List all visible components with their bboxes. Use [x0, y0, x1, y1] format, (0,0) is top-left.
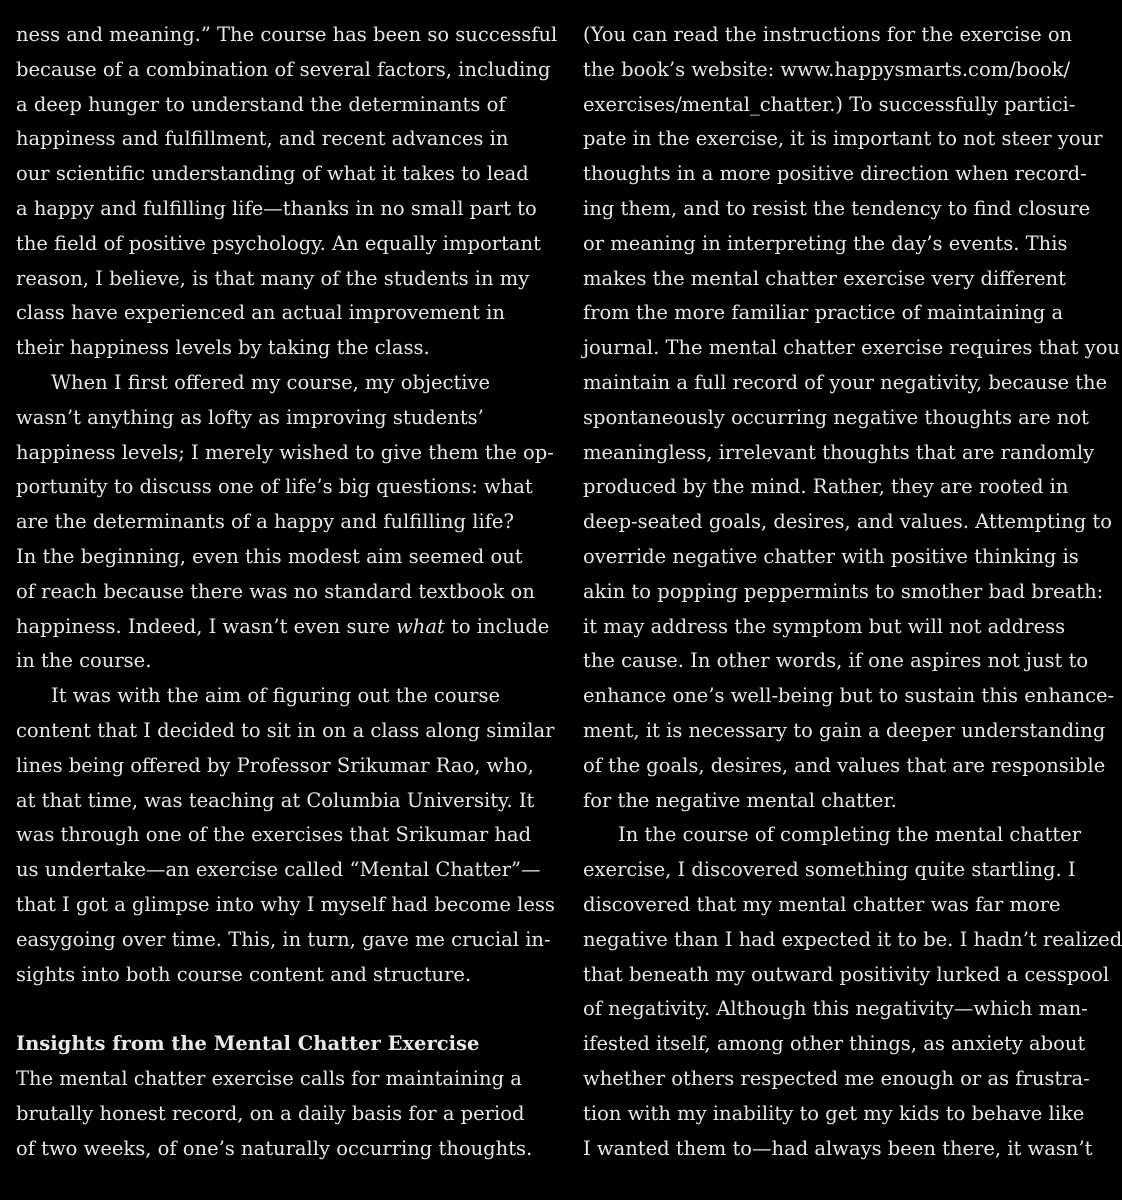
text-line: It was with the aim of figuring out the course: [51, 684, 501, 708]
text-line: portunity to discuss one of life’s big questions: what: [16, 475, 533, 499]
text-line: us undertake—an exercise called “Mental Chatter”—: [16, 858, 541, 882]
text-line: journal. The mental chatter exercise requires that you: [583, 336, 1120, 360]
text-line: the cause. In other words, if one aspires not just to: [583, 649, 1089, 673]
text-line: makes the mental chatter exercise very different: [583, 266, 1066, 290]
text-line: the field of positive psychology. An equally important: [16, 231, 541, 255]
text-line: ifested itself, among other things, as anxiety about: [583, 1032, 1086, 1056]
text-line: content that I decided to sit in on a class along similar: [16, 718, 555, 742]
text-line: In the course of completing the mental chatter: [618, 823, 1082, 847]
text-line: thoughts in a more positive direction when record-: [583, 162, 1087, 186]
text-span: happiness. Indeed, I wasn’t even sure: [16, 614, 397, 638]
text-line: discovered that my mental chatter was far more: [583, 892, 1061, 916]
paragraph: [583, 18, 1120, 818]
italic-word: what: [396, 614, 445, 638]
text-line: for the negative mental chatter.: [583, 788, 897, 812]
text-line: of the goals, desires, and values that are responsible: [583, 753, 1106, 777]
text-line: meaningless, irrelevant thoughts that are randomly: [583, 440, 1095, 464]
text-line: negative than I had expected it to be. I hadn’t realized: [583, 927, 1122, 951]
text-line: of two weeks, of one’s naturally occurring thoughts.: [16, 1136, 533, 1160]
text-line: ment, it is necessary to gain a deeper understanding: [583, 718, 1106, 742]
text-line: enhance one’s well-being but to sustain this enhance-: [583, 684, 1115, 708]
section-gap: [16, 992, 546, 1027]
text-line: a happy and fulfilling life—thanks in no small part to: [16, 196, 537, 220]
paragraph: [583, 818, 1122, 1166]
text-line: In the beginning, even this modest aim seemed out: [16, 544, 523, 568]
text-line: lines being offered by Professor Srikumar Rao, who,: [16, 753, 534, 777]
text-line: was through one of the exercises that Srikumar had: [16, 823, 532, 847]
text-line: of reach because there was no standard textbook on: [16, 579, 535, 603]
text-line: sights into both course content and structure.: [16, 962, 472, 986]
text-line: produced by the mind. Rather, they are rooted in: [583, 475, 1069, 499]
text-line: pate in the exercise, it is important to not steer your: [583, 127, 1103, 151]
text-line: from the more familiar practice of maintaining a: [583, 301, 1064, 325]
text-line: happiness and fulfillment, and recent advances in: [16, 127, 509, 151]
text-line: a deep hunger to understand the determinants of: [16, 92, 506, 116]
right-column: [583, 18, 1122, 1166]
left-column: [16, 18, 558, 1166]
text-line: of negativity. Although this negativity—which man-: [583, 997, 1088, 1021]
text-span: to include: [444, 614, 550, 638]
text-line: maintain a full record of your negativity, because the: [583, 370, 1108, 394]
text-line: exercise, I discovered something quite startling. I: [583, 858, 1076, 882]
text-line: akin to popping peppermints to smother bad breath:: [583, 579, 1104, 603]
text-line: are the determinants of a happy and fulfilling life?: [16, 510, 514, 534]
text-line: exercises/mental_chatter.) To successfully partici-: [583, 92, 1076, 116]
text-line: wasn’t anything as lofty as improving students’: [16, 405, 484, 429]
text-line: [16, 610, 550, 645]
text-line: or meaning in interpreting the day’s events. This: [583, 231, 1068, 255]
paragraph: [16, 1062, 546, 1166]
text-line: our scientific understanding of what it takes to lead: [16, 162, 529, 186]
paragraph: [16, 18, 558, 366]
text-line: at that time, was teaching at Columbia University. It: [16, 788, 535, 812]
text-line: I wanted them to—had always been there, it wasn’t: [583, 1136, 1093, 1160]
text-line: it may address the symptom but will not address: [583, 614, 1066, 638]
text-line: tion with my inability to get my kids to behave like: [583, 1101, 1085, 1125]
text-line: ing them, and to resist the tendency to find closure: [583, 196, 1091, 220]
text-line: (You can read the instructions for the exercise on: [583, 23, 1073, 46]
text-line: whether others respected me enough or as frustra-: [583, 1066, 1090, 1090]
text-line: because of a combination of several factors, including: [16, 57, 551, 81]
text-line: in the course.: [16, 649, 152, 673]
text-line: reason, I believe, is that many of the students in my: [16, 266, 530, 290]
text-line: brutally honest record, on a daily basis for a period: [16, 1101, 525, 1125]
section-heading: Insights from the Mental Chatter Exercise: [16, 1032, 480, 1056]
text-line: that beneath my outward positivity lurked a cesspool: [583, 962, 1110, 986]
text-line: happiness levels; I merely wished to give them the op-: [16, 440, 554, 464]
text-line: deep-seated goals, desires, and values. Attempting to: [583, 510, 1112, 534]
text-line: ness and meaning.” The course has been so successful: [16, 23, 558, 46]
text-line: their happiness levels by taking the class.: [16, 336, 430, 360]
paragraph: [16, 366, 554, 679]
text-line: override negative chatter with positive thinking is: [583, 544, 1079, 568]
paragraph: [16, 679, 555, 992]
text-line: the book’s website: www.happysmarts.com/book/: [583, 57, 1071, 81]
text-line: class have experienced an actual improvement in: [16, 301, 505, 325]
text-line: When I first offered my course, my objective: [51, 370, 491, 394]
text-line: easygoing over time. This, in turn, gave me crucial in-: [16, 927, 551, 951]
text-line: that I got a glimpse into why I myself had become less: [16, 892, 555, 916]
text-line: spontaneously occurring negative thoughts are not: [583, 405, 1090, 429]
text-line: The mental chatter exercise calls for maintaining a: [16, 1066, 522, 1090]
